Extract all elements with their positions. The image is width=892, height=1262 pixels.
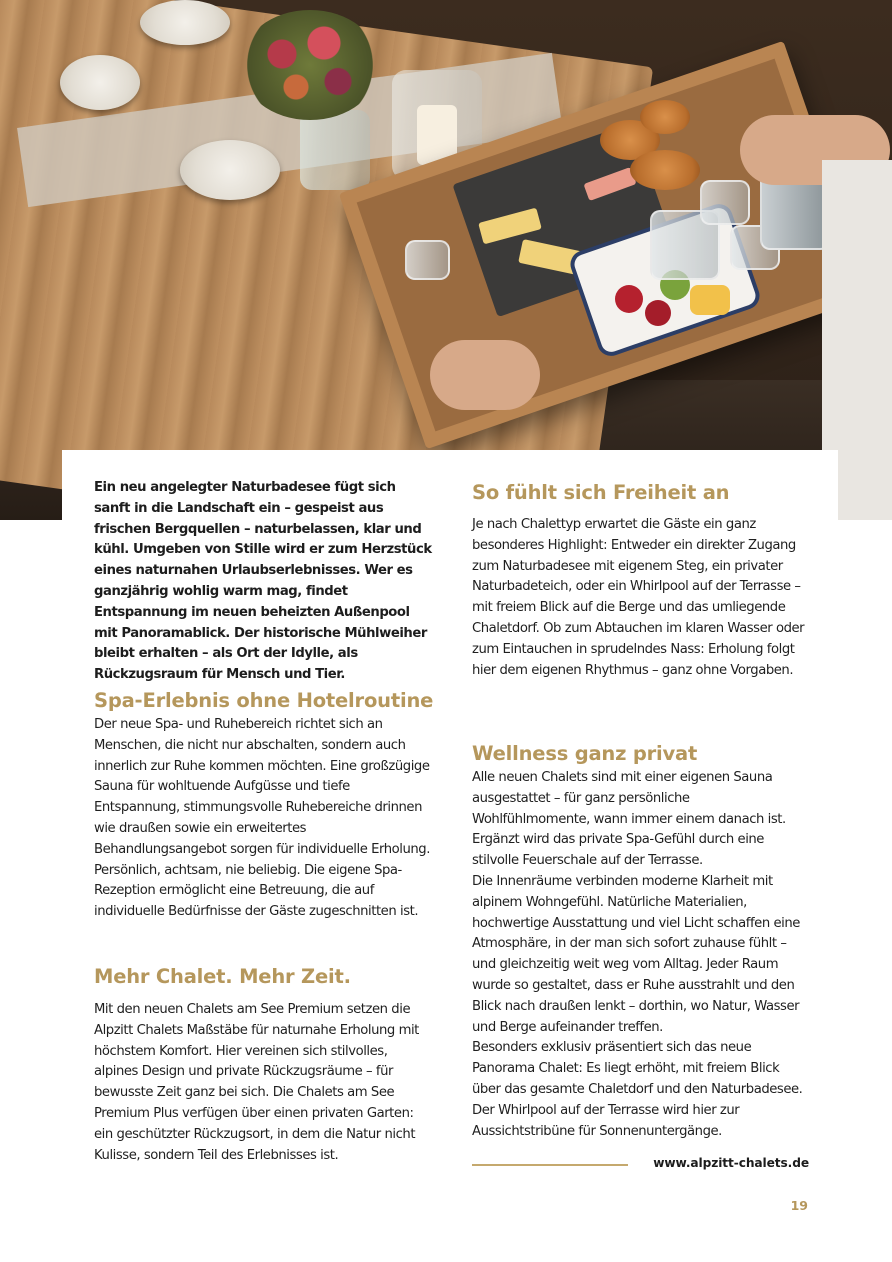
photo-cup-saucer	[60, 55, 140, 110]
website-url[interactable]: www.alpzitt-chalets.de	[653, 1156, 809, 1170]
photo-strawberry	[645, 300, 671, 326]
spa-paragraph: Der neue Spa- und Ruhebereich richtet sich an Menschen, die nicht nur abschalten, sondern auch innerlich zur Ruhe kommen möchten. Eine großzügige Sauna für wohltuende Aufgüsse und tiefe Entspannung, stimmungsvolle Ruhebereiche drinnen wie draußen sowie ein erweitertes Behandlungsangebot sorgen für individuelle Erholung. Persönlich, achtsam, nie beliebig. Die eigene Spa-Rezeption ermöglicht eine Betreuung, die auf individuelle Bedürfnisse der Gäste zugeschnitten ist.	[94, 717, 430, 920]
chalet-heading: Mehr Chalet. Mehr Zeit.	[94, 965, 351, 988]
photo-bread-roll	[640, 100, 690, 134]
photo-vase	[300, 110, 370, 190]
hero-photo	[0, 0, 892, 520]
photo-bowl	[180, 140, 280, 200]
wellness-heading: Wellness ganz privat	[472, 742, 698, 765]
photo-glass-jar	[700, 180, 750, 225]
photo-glass-jar	[405, 240, 450, 280]
page-number: 19	[790, 1198, 808, 1213]
photo-flower-bouquet	[240, 10, 380, 120]
freedom-heading: So fühlt sich Freiheit an	[472, 481, 730, 504]
photo-strawberry	[615, 285, 643, 313]
photo-plate-top	[140, 0, 230, 45]
wellness-paragraph-1: Alle neuen Chalets sind mit einer eigenen Sauna ausgestattet – für ganz persönliche Wohlfühlmomente, wann immer einem danach ist. Ergänzt wird das private Spa-Gefühl durch eine stilvolle Feuerschale auf der Terrasse.	[472, 770, 786, 869]
wellness-paragraph-3: Besonders exklusiv präsentiert sich das neue Panorama Chalet: Es liegt erhöht, mit freiem Blick über das gesamte Chaletdorf und den Naturbadesee. Der Whirlpool auf der Terrasse wird hier zur Aussichtstribüne für Sonnenuntergänge.	[472, 1040, 803, 1139]
spa-heading: Spa-Erlebnis ohne Hotelroutine	[94, 689, 434, 712]
wellness-text	[472, 768, 810, 1142]
photo-pineapple	[690, 285, 730, 315]
chalet-paragraph: Mit den neuen Chalets am See Premium setzen die Alpzitt Chalets Maßstäbe für naturnahe Erholung mit höchstem Komfort. Hier vereinen sich stilvolles, alpines Design und private Rückzugsräume – für bewusste Zeit ganz bei sich. Die Chalets am See Premium Plus verfügen über einen privaten Garten: ein geschützter Rückzugsort, in dem die Natur nicht Kulisse, sondern Teil des Erlebnisses ist.	[94, 1002, 419, 1163]
wellness-paragraph-2: Die Innenräume verbinden moderne Klarheit mit alpinem Wohngefühl. Natürliche Materialien, hochwertige Ausstattung und viel Licht schaffen eine Atmosphäre, in der man sich sofort zuhause fühlt – und gleichzeitig weit weg vom Alltag. Jeder Raum wurde so gestaltet, dass er Ruhe ausstrahlt und den Blick nach draußen lenkt – dorthin, wo Natur, Wasser und Berge aufeinander treffen.	[472, 873, 800, 1035]
footer-divider	[472, 1164, 628, 1166]
intro-paragraph: Ein neu angelegter Naturbadesee fügt sich sanft in die Landschaft ein – gespeist aus frischen Bergquellen – naturbelassen, klar und kühl. Umgeben von Stille wird er zum Herzstück eines naturnahen Urlaubserlebnisses. Wer es ganzjährig wohlig warm mag, findet Entspannung im neuen beheizten Außenpool mit Panoramablick. Der historische Mühlweiher bleibt erhalten – als Ort der Idylle, als Rückzugsraum für Mensch und Tier.	[94, 480, 432, 683]
freedom-paragraph: Je nach Chalettyp erwartet die Gäste ein ganz besonderes Highlight: Entweder ein direkter Zugang zum Naturbadesee mit eigenem Steg, ein privater Naturbadeteich, oder ein Whirlpool auf der Terrasse – mit freiem Blick auf die Berge und das umliegende Chaletdorf. Ob zum Abtauchen im klaren Wasser oder zum Eintauchen in sprudelndes Nass: Erholung folgt hier dem eigenen Rhythmus – ganz ohne Vorgaben.	[472, 517, 805, 678]
photo-hand-left	[430, 340, 540, 410]
photo-croissant	[630, 150, 700, 190]
